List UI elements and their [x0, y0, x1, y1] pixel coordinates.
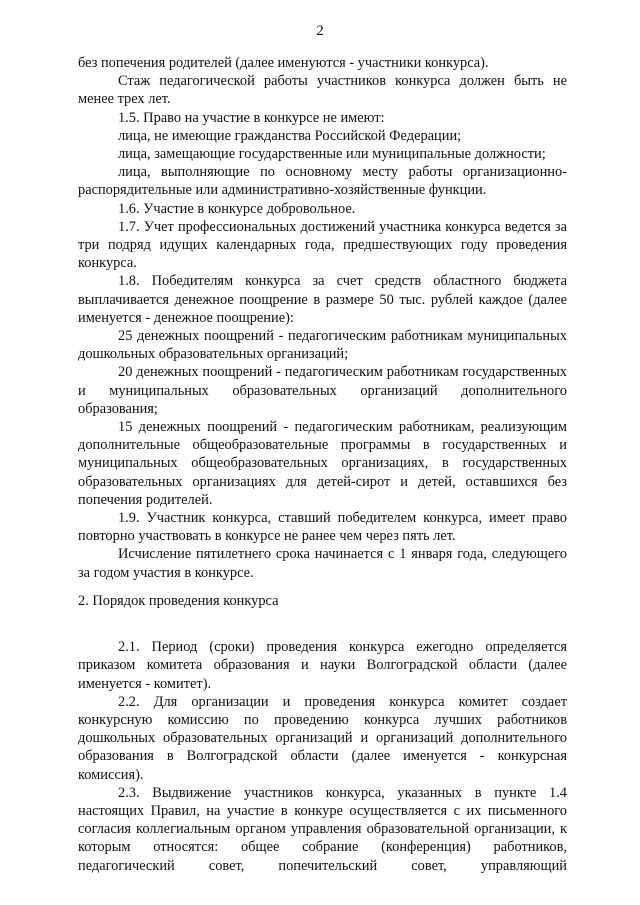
- section-2-title: 2. Порядок проведения конкурса: [78, 592, 279, 609]
- paragraph-2-2: 2.2. Для организации и проведения конкурса комитет создает конкурсную комиссию по проведению конкурса лучших работников дошкольных образовательных организаций и организаций дополнительного образования в Волгоградской области (далее именуется - конкурсная комиссия).: [78, 693, 567, 783]
- list-item-award-25: 25 денежных поощрений - педагогическим работникам муниципальных дошкольных образовательных организаций;: [78, 328, 567, 363]
- list-item-award-20: 20 денежных поощрений - педагогическим работникам государственных и муниципальных образовательных организаций дополнительного образования;: [78, 364, 567, 417]
- paragraph-1-7: 1.7. Учет профессиональных достижений участника конкурса ведется за три подряд идущих календарных года, предшествующих году проведения конкурса.: [78, 218, 567, 272]
- list-item-no-citizenship: лица, не имеющие гражданства Российской Федерации;: [118, 127, 462, 144]
- paragraph-five-year-term: Исчисление пятилетнего срока начинается с 1 января года, следующего за годом участия в конкурсе.: [78, 546, 567, 581]
- list-item-award-15: 15 денежных поощрений - педагогическим работникам, реализующим дополнительные общеобразовательные программы в государственных и муниципальных общеобразовательных организациях, в государственных образовательных организациях для детей-сирот и детей, оставшихся без попечения родителей.: [78, 419, 567, 508]
- paragraph-continuation: без попечения родителей (далее именуются - участники конкурса).: [78, 55, 489, 71]
- list-item-state-positions: лица, замещающие государственные или муниципальные должности;: [118, 146, 546, 163]
- document-body: [78, 54, 567, 875]
- paragraph-2-3: 2.3. Выдвижение участников конкурса, указанных в пункте 1.4 настоящих Правил, на участие в конкуре осуществляется с их письменного согласия коллегиальным органом управления образовательной организации, к которым относятся: общее собрание (конференция) работников, педагогический совет, попечительский совет, управляющий: [78, 784, 567, 874]
- list-item-admin-functions: лица, выполняющие по основному месту работы организационно-распорядительные или административно-хозяйственные функции.: [78, 164, 567, 199]
- paragraph-1-6: 1.6. Участие в конкурсе добровольное.: [118, 200, 356, 217]
- paragraph-1-5: 1.5. Право на участие в конкурсе не имеют:: [118, 109, 385, 126]
- paragraph-experience-requirement: Стаж педагогической работы участников конкурса должен быть не менее трех лет.: [78, 73, 567, 108]
- paragraph-2-1: 2.1. Период (сроки) проведения конкурса ежегодно определяется приказом комитета образования и науки Волгоградской области (далее именуется - комитет).: [78, 639, 567, 692]
- paragraph-1-9: 1.9. Участник конкурса, ставший победителем конкурса, имеет право повторно участвовать в конкурсе не ранее чем через пять лет.: [78, 510, 567, 545]
- page-number: 2: [316, 23, 324, 39]
- paragraph-1-8: 1.8. Победителям конкурса за счет средств областного бюджета выплачивается денежное поощрение в размере 50 тыс. рублей каждое (далее именуется - денежное поощрение):: [78, 273, 567, 326]
